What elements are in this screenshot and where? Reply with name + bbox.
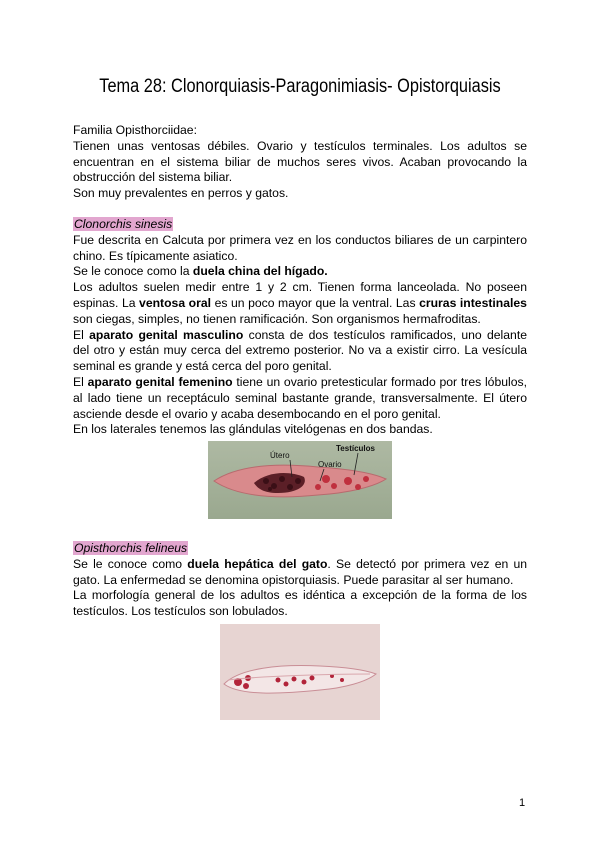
cruras-term: cruras intestinales [419,295,527,310]
intro-paragraph: Tienen unas ventosas débiles. Ovario y testículos terminales. Los adultos se encuentran en el sistema biliar de muchos seres vivos. Acaban provocando la obstrucción del sistema biliar. [73,138,527,185]
clonorchis-common-name: Se le conoce como la duela china del hígado. [73,264,328,279]
intro-section [73,123,527,202]
clonorchis-image [208,441,392,519]
clonorchis-heading: Clonorchis sinesis [74,217,173,231]
clonorchis-female-genital: El aparato genital femenino tiene un ovario pretesticular formado por tres lóbulos, al lado tiene un receptáculo seminal bastante grande, transversalmente. El útero asciende desde el ovario y acaba desembocando en el poro genital. [73,374,527,421]
clonorchis-vitelline: En los laterales tenemos las glándulas vitelógenas en dos bandas. [73,422,433,437]
common-name-bold: duela china del hígado. [192,264,328,279]
clonorchis-history: Fue descrita en Calcuta por primera vez en los conductos biliares de un carpintero chino. Es típicamente asiatico. [73,232,527,263]
male-genital-term: aparato genital masculino [89,327,244,342]
female-genital-term: aparato genital femenino [87,374,233,389]
clonorchis-morphology: Los adultos suelen medir entre 1 y 2 cm. Tienen forma lanceolada. No poseen espinas. La ventosa oral es un poco mayor que la ventral. Las cruras intestinales son ciegas, simples, no tienen ramificación. Son organismos hermafroditas. [73,280,527,326]
clonorchis-section [73,217,527,438]
opisthorchis-section [73,541,527,620]
intro-prevalence: Son muy prevalentes en perros y gatos. [73,186,289,201]
opisthorchis-image [220,624,380,720]
opisthorchis-heading: Opisthorchis felineus [74,541,188,555]
clonorchis-male-genital: El aparato genital masculino consta de dos testículos ramificados, uno delante del otro y están muy cerca del extremo posterior. No va a existir cirro. La vesícula seminal es grande y está cerca del poro genital. [73,327,527,374]
page-number: 1 [519,797,526,809]
figure-label-utero: Útero [270,451,290,460]
family-label: Familia Opisthorciidae: [73,123,197,137]
ventosa-oral-term: ventosa oral [139,295,212,310]
opisthorchis-common-name: Se le conoce como duela hepática del gato. Se detectó por primera vez en un gato. La enfermedad se denomina opistorquiasis. Puede parasitar al ser humano. [73,556,527,587]
opisthorchis-morphology: La morfología general de los adultos es idéntica a excepción de la forma de los testículos. Los testículos son lobulados. [73,588,527,619]
page-title: Tema 28: Clonorquiasis-Paragonimiasis- Opistorquiasis [99,76,501,97]
figure-label-ovario: Ovario [318,460,342,469]
cat-fluke-term: duela hepática del gato [187,556,328,571]
figure-label-testiculos: Testículos [336,444,375,453]
